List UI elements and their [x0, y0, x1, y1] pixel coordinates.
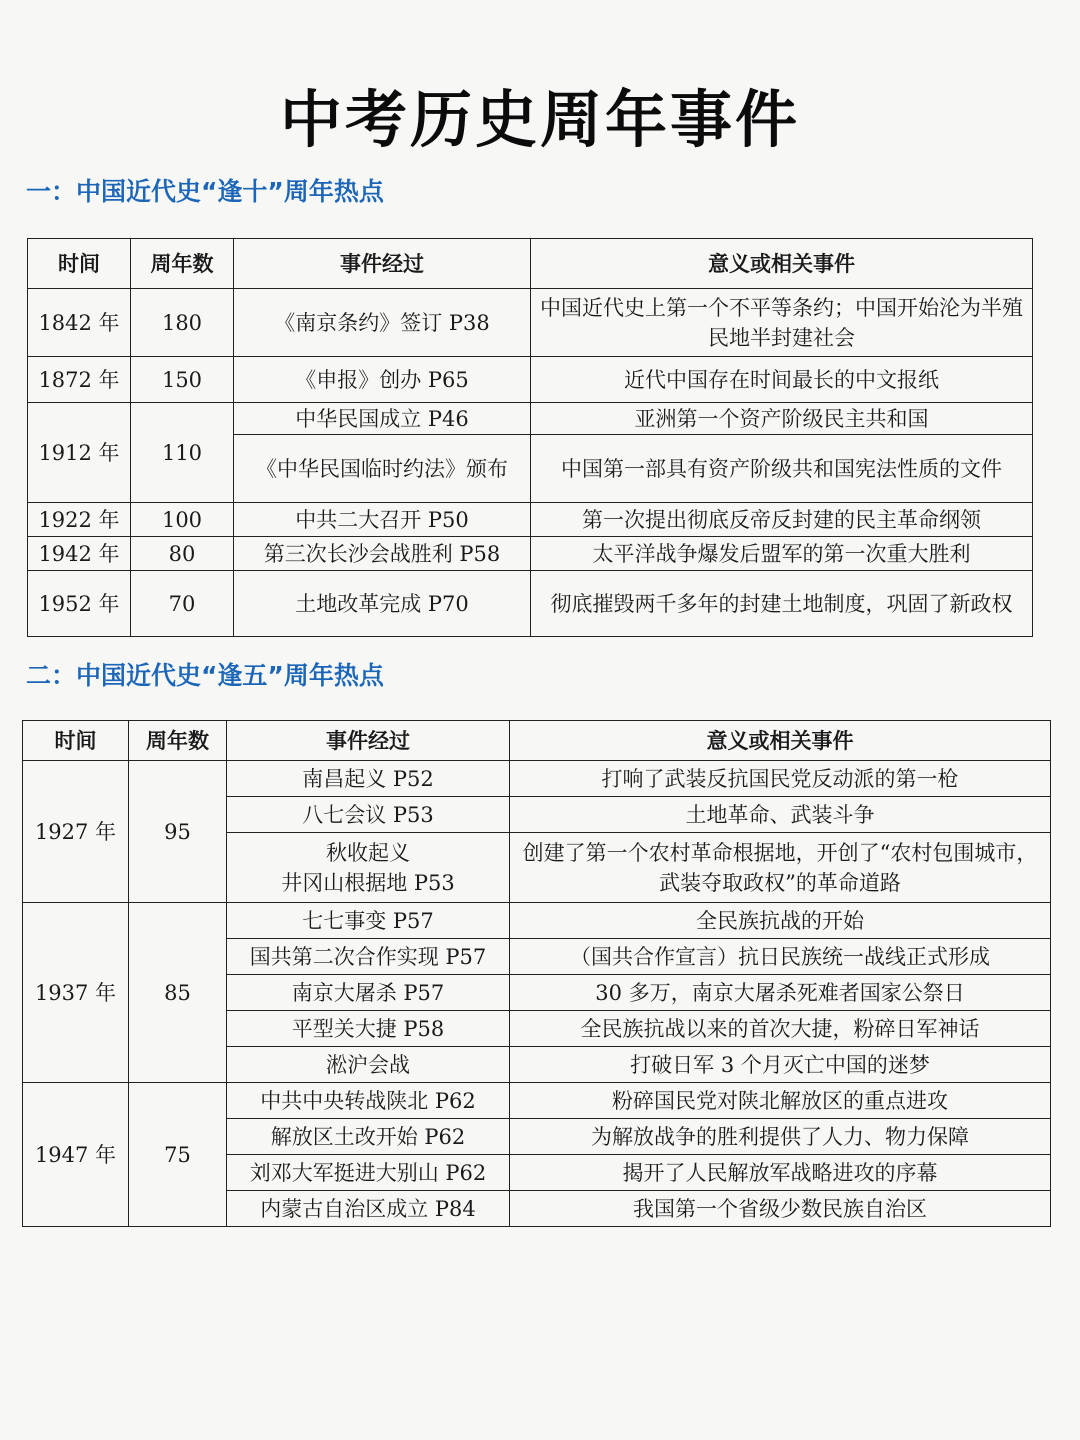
cell-anniversary: 75 — [129, 1083, 227, 1227]
cell-year: 1912 年 — [28, 403, 131, 503]
cell-event: 中共中央转战陕北 P62 — [227, 1083, 510, 1119]
cell-meaning: 创建了第一个农村革命根据地，开创了“农村包围城市，武装夺取政权”的革命道路 — [510, 833, 1051, 903]
cell-meaning: 打破日军 3 个月灭亡中国的迷梦 — [510, 1047, 1051, 1083]
cell-anniversary: 70 — [131, 571, 234, 637]
cell-meaning: （国共合作宣言）抗日民族统一战线正式形成 — [510, 939, 1051, 975]
cell-meaning: 粉碎国民党对陕北解放区的重点进攻 — [510, 1083, 1051, 1119]
cell-anniversary: 110 — [131, 403, 234, 503]
cell-event: 南昌起义 P52 — [227, 761, 510, 797]
cell-year: 1947 年 — [23, 1083, 129, 1227]
cell-year: 1872 年 — [28, 357, 131, 403]
header-anniversary: 周年数 — [131, 239, 234, 289]
cell-event: 八七会议 P53 — [227, 797, 510, 833]
section1-heading: 一：中国近代史“逢十”周年热点 — [26, 177, 384, 206]
header-time: 时间 — [28, 239, 131, 289]
cell-anniversary: 100 — [131, 503, 234, 537]
table-row — [23, 903, 1051, 939]
cell-meaning: 太平洋战争爆发后盟军的第一次重大胜利 — [531, 537, 1033, 571]
table-row — [28, 537, 1033, 571]
section2-heading: 二：中国近代史“逢五”周年热点 — [26, 661, 384, 690]
cell-event: 刘邓大军挺进大别山 P62 — [227, 1155, 510, 1191]
header-meaning: 意义或相关事件 — [510, 721, 1051, 761]
header-event: 事件经过 — [234, 239, 531, 289]
cell-meaning: 全民族抗战的开始 — [510, 903, 1051, 939]
cell-meaning: 打响了武装反抗国民党反动派的第一枪 — [510, 761, 1051, 797]
table-row — [23, 1083, 1051, 1119]
header-anniversary: 周年数 — [129, 721, 227, 761]
cell-event: 平型关大捷 P58 — [227, 1011, 510, 1047]
cell-event: 七七事变 P57 — [227, 903, 510, 939]
cell-year: 1927 年 — [23, 761, 129, 903]
cell-meaning: 近代中国存在时间最长的中文报纸 — [531, 357, 1033, 403]
cell-event: 《中华民国临时约法》颁布 — [234, 435, 531, 503]
cell-event: 内蒙古自治区成立 P84 — [227, 1191, 510, 1227]
cell-event: 中华民国成立 P46 — [234, 403, 531, 435]
cell-meaning: 第一次提出彻底反帝反封建的民主革命纲领 — [531, 503, 1033, 537]
cell-year: 1922 年 — [28, 503, 131, 537]
cell-meaning: 揭开了人民解放军战略进攻的序幕 — [510, 1155, 1051, 1191]
cell-event: 中共二大召开 P50 — [234, 503, 531, 537]
cell-meaning: 30 多万，南京大屠杀死难者国家公祭日 — [510, 975, 1051, 1011]
header-time: 时间 — [23, 721, 129, 761]
cell-year: 1952 年 — [28, 571, 131, 637]
cell-year: 1842 年 — [28, 289, 131, 357]
table-row — [28, 289, 1033, 357]
section2-table — [22, 720, 1051, 1227]
cell-meaning: 土地革命、武装斗争 — [510, 797, 1051, 833]
cell-anniversary: 180 — [131, 289, 234, 357]
cell-event: 秋收起义 井冈山根据地 P53 — [227, 833, 510, 903]
cell-year: 1937 年 — [23, 903, 129, 1083]
header-event: 事件经过 — [227, 721, 510, 761]
cell-event: 土地改革完成 P70 — [234, 571, 531, 637]
cell-anniversary: 80 — [131, 537, 234, 571]
section1-table — [27, 238, 1033, 637]
header-meaning: 意义或相关事件 — [531, 239, 1033, 289]
cell-event: 解放区土改开始 P62 — [227, 1119, 510, 1155]
table-header-row — [23, 721, 1051, 761]
cell-anniversary: 150 — [131, 357, 234, 403]
cell-meaning: 全民族抗战以来的首次大捷，粉碎日军神话 — [510, 1011, 1051, 1047]
cell-meaning: 彻底摧毁两千多年的封建土地制度，巩固了新政权 — [531, 571, 1033, 637]
table-row — [28, 403, 1033, 435]
cell-meaning: 中国近代史上第一个不平等条约；中国开始沦为半殖民地半封建社会 — [531, 289, 1033, 357]
cell-event: 南京大屠杀 P57 — [227, 975, 510, 1011]
table-row — [23, 761, 1051, 797]
cell-meaning: 亚洲第一个资产阶级民主共和国 — [531, 403, 1033, 435]
cell-event: 第三次长沙会战胜利 P58 — [234, 537, 531, 571]
cell-event: 淞沪会战 — [227, 1047, 510, 1083]
table-row — [28, 357, 1033, 403]
cell-meaning: 中国第一部具有资产阶级共和国宪法性质的文件 — [531, 435, 1033, 503]
cell-event: 国共第二次合作实现 P57 — [227, 939, 510, 975]
cell-year: 1942 年 — [28, 537, 131, 571]
page-title: 中考历史周年事件 — [279, 83, 800, 156]
table-header-row — [28, 239, 1033, 289]
cell-anniversary: 85 — [129, 903, 227, 1083]
cell-meaning: 为解放战争的胜利提供了人力、物力保障 — [510, 1119, 1051, 1155]
table-row — [28, 503, 1033, 537]
cell-meaning: 我国第一个省级少数民族自治区 — [510, 1191, 1051, 1227]
cell-anniversary: 95 — [129, 761, 227, 903]
table-row — [28, 571, 1033, 637]
cell-event: 《南京条约》签订 P38 — [234, 289, 531, 357]
cell-event: 《申报》创办 P65 — [234, 357, 531, 403]
